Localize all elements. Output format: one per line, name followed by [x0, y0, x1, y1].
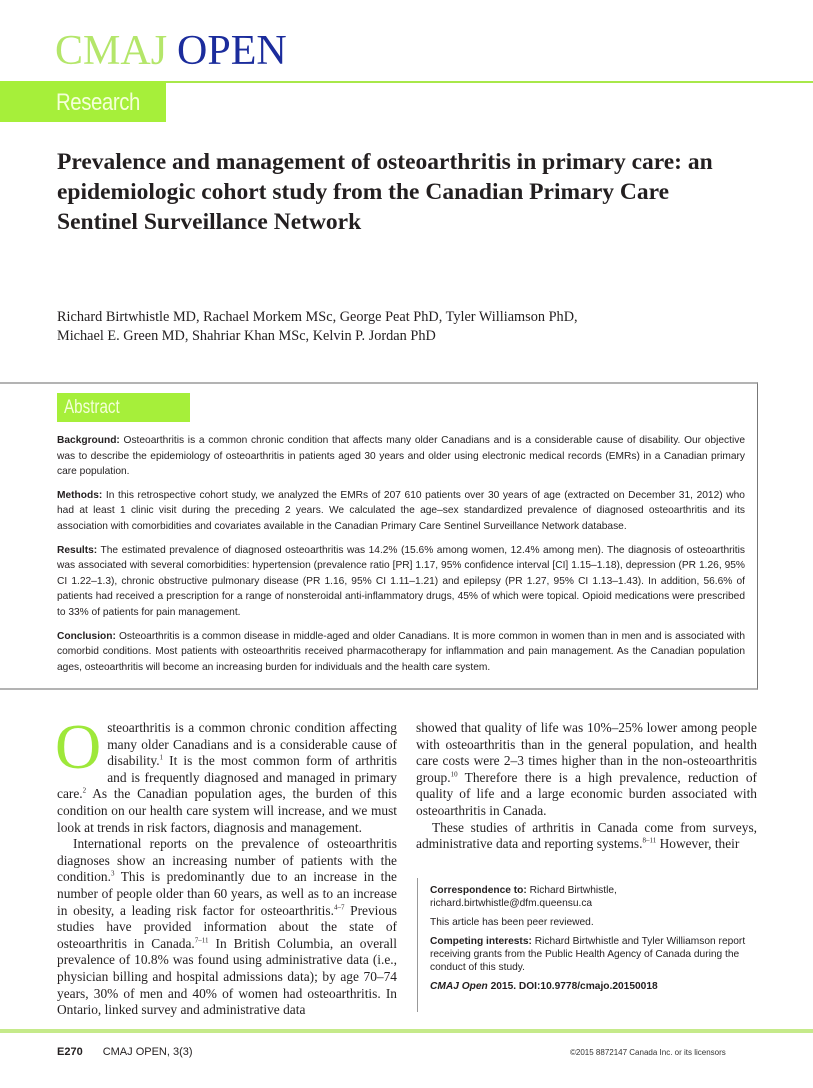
competing-text: Richard Birtwhistle and Tyler Williamson report receiving grants from the Public Health Agency of Canada during the conduct of this study. [430, 936, 746, 973]
citation-ref[interactable]: 7–11 [194, 936, 209, 945]
copyright: ©2015 8872147 Canada Inc. or its licensors [570, 1048, 726, 1057]
logo-cmaj: CMAJ [55, 28, 168, 74]
correspondence-email[interactable]: Richard Birtwhistle, richard.birtwhistle@dfm.queensu.ca [430, 885, 617, 909]
footer-rule [0, 1029, 813, 1033]
section-heading: Background: [57, 435, 120, 446]
citation-ref[interactable]: 4–7 [333, 903, 345, 912]
author-list [57, 308, 757, 345]
text: International reports on the prevalence of osteoarthritis diagnoses show an increasing number of patients with the condition. [57, 836, 397, 885]
correspondence-label: Correspondence to: [430, 885, 527, 896]
abstract-conclusion [57, 629, 745, 676]
section-text: Osteoarthritis is a common disease in middle-aged and older Canadians. It is more common in women than in men and is associated with comorbid conditions. Most patients with osteoarthritis received pharmacotherapy for inflammation and pain management. As the Canadian population ages, osteoarthritis will become an increasing burden for individuals and the health care system. [57, 630, 745, 673]
citation-ref[interactable]: 10 [450, 770, 458, 779]
text: Therefore there is a high prevalence, reduction of quality of life and a large economic burden associated with osteoarthritis in Canada. [416, 769, 757, 818]
competing-label: Competing interests: [430, 936, 532, 947]
text: This is predominantly due to an increase in the number of people older than 60 years, as well as to an increase in obesity, a leading risk factor for osteoarthritis. [57, 869, 397, 918]
body-paragraph [55, 711, 397, 836]
section-text: The estimated prevalence of diagnosed osteoarthritis was 14.2% (15.6% among women, 12.4% among men). The diagnosis of osteoarthritis was associated with several comorbidities: hypertension (prevalence ratio [PR] 1.17, 95% confidence interval [CI] 1.15–1.18), depression (PR 1.26, 95% CI 1.22–1.3), chronic obstructive pulmonary disease (PR 1.16, 95% CI 1.11–1.21) and epilepsy (PR 1.27, 95% CI 1.13–1.43). In addition, 56.6% of patients had received a prescription for a range of nonsteroidal anti-inflammatory drugs, 45% of which were topical. Opioid medications were prescribed to 33% of patients for pain management. [57, 544, 745, 618]
journal-logo [55, 26, 287, 76]
section-text: Osteoarthritis is a common chronic condition that affects many older Canadians and is a considerable cause of disability. Our objective was to describe the epidemiology of osteoarthritis in patients aged 30 years and older using electronic medical records (EMRs) in a Canadian primary care population. [57, 435, 745, 478]
header-rule [166, 81, 813, 83]
competing-interests [430, 935, 762, 974]
text: However, their [656, 836, 740, 852]
citation-doi[interactable]: 2015. DOI:10.9778/cmajo.20150018 [490, 981, 658, 992]
page-number: E270 [57, 1046, 83, 1058]
body-paragraph [57, 836, 397, 1019]
section-heading: Conclusion: [57, 630, 116, 642]
text: Previous studies have provided information about the state of osteoarthritis in Canada. [57, 902, 397, 951]
body-column-right [416, 720, 757, 853]
peer-review-note: This article has been peer reviewed. [430, 917, 594, 928]
abstract-label: Abstract [64, 397, 120, 418]
section-heading: Results: [57, 544, 98, 556]
text: showed that quality of life was 10%–25% lower among people with osteoarthritis than in the general population, and health care costs were 2–3 times higher than in the non-osteoarthritis group. [416, 720, 757, 785]
section-heading: Methods: [57, 489, 103, 501]
citation [430, 980, 762, 993]
section-text: In this retrospective cohort study, we analyzed the EMRs of 207 610 patients over 30 years of age (extracted on December 31, 2012) who had at least 1 clinic visit during the preceding 2 years. We calculated the age–sex standardized prevalence of diagnosed osteoarthritis and its association with comorbidities and covariates available in the Canadian Primary Care Sentinel Surveillance Network database. [57, 489, 745, 532]
section-banner [0, 81, 166, 122]
authors-line: Richard Birtwhistle MD, Rachael Morkem MSc, George Peat PhD, Tyler Williamson PhD, [57, 309, 578, 325]
abstract-methods [57, 488, 745, 535]
text: In British Columbia, an overall prevalence of 10.8% was found using administrative data (i.e., physician billing and hospital admissions data); by age 70–74 years, 30% of men and 40% of women had osteoarthritis. In Ontario, linked survey and administrative data [57, 935, 397, 1018]
text: It is the most common form of arthritis and is frequently diagnosed and managed in primary care. [57, 753, 397, 802]
correspondence-box [417, 878, 762, 1012]
citation-ref[interactable]: 3 [110, 869, 115, 878]
text: steoarthritis is a common chronic condition affecting many older Canadians and is a considerable cause of disability. [107, 720, 397, 769]
authors-line: Michael E. Green MD, Shahriar Khan MSc, Kelvin P. Jordan PhD [57, 327, 436, 344]
logo-open: OPEN [177, 28, 287, 74]
abstract-results [57, 543, 745, 621]
citation-ref[interactable]: 2 [82, 786, 87, 795]
abstract-heading [57, 393, 190, 422]
text: As the Canadian population ages, the burden of this condition on our health care system will increase, and we must look at trends in risk factors, diagnosis and management. [57, 786, 397, 835]
abstract-background [57, 433, 745, 480]
footer-left [57, 1046, 193, 1058]
body-column-left [55, 711, 397, 1019]
abstract-text [57, 433, 745, 683]
section-label: Research [56, 89, 140, 116]
correspondence [430, 884, 762, 910]
drop-cap: O [55, 711, 102, 782]
body-paragraph [416, 820, 757, 853]
journal-issue: CMAJ OPEN, 3(3) [102, 1046, 193, 1058]
article-title: Prevalence and management of osteoarthritis in primary care: an epidemiologic cohort study from the Canadian Primary Care Sentinel Surveillance Network [57, 149, 713, 235]
citation-ref[interactable]: 8–11 [642, 836, 657, 845]
citation-ref[interactable]: 1 [159, 753, 164, 762]
body-paragraph [416, 720, 757, 820]
citation-journal: CMAJ Open [430, 981, 488, 992]
text: These studies of arthritis in Canada come from surveys, administrative data and reporting systems. [416, 819, 757, 852]
